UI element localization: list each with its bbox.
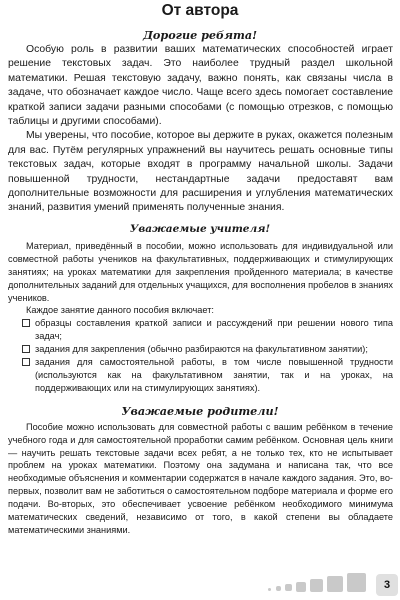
paragraph: Каждое занятие данного пособия включает: [26,305,214,316]
decor-square [276,586,281,591]
section-heading-parents: Уважаемые родители! [121,403,279,418]
section-heading-children: Дорогие ребята! [142,28,258,42]
checkbox-square-icon [22,345,30,353]
decor-square [327,576,343,592]
paragraph: Особую роль в развитии ваших математических способностей играет решение текстовых задач. Это наиболее трудный раздел школьной математики. Решая текстовую задачу, важно понять, как связаны числа в задаче, что обозначает каждое число. Чаще всего здесь помогает составление краткой записи задачи разными способами (с помощью отрезков, с помощью таблицы и другими способами). [8,44,393,128]
list-item: задания для закрепления (обычно разбираются на факультативном занятии); [22,343,393,356]
decor-square [347,573,366,592]
checkbox-square-icon [22,319,30,327]
decor-square [310,579,323,592]
decor-square [296,582,306,592]
section-body-teachers [0,240,400,317]
section-body-children [0,43,400,216]
bullet-list [0,317,400,394]
list-item: образцы составления краткой записи и рассуждений при решении нового типа задач; [22,317,393,343]
page-title: От автора [161,2,239,19]
decor-square [285,584,292,591]
section-heading-teachers: Уважаемые учителя! [129,222,271,235]
checkbox-square-icon [22,358,30,366]
paragraph: Мы уверены, что пособие, которое вы держите в руках, окажется полезным для вас. Путём регулярных упражнений вы научитесь решать основные типы текстовых задач, которые входят в программу начальной школы. Задачи повышенной трудности, нестандартные задачи предоставят вам дополнительные возможности для расширения и углубления математических знаний, развития умений применять полученные знания. [8,130,393,214]
decor-square [268,588,271,591]
list-item: задания для самостоятельной работы, в том числе повышенной трудности (используются как на факультативном занятии, так и на уроках, на поддерживающих или на стимулирующих занятиях). [22,356,393,395]
section-body-parents [0,421,400,537]
paragraph: Пособие можно использовать для совместной работы с вашим ребёнком в течение учебного года и для самостоятельной проработки самим ребёнком. Основная цель книги — научить решать текстовые задачи всех ребят, а не только тех, кто не испытывает проблем на уроках математики. Поэтому она задумана и написана так, что все необходимые объяснения и комментарии содержатся в начале каждого задания. Это, во-первых, позволит вам не заботиться о самостоятельном подборе материала и форме его подачи. Во-вторых, это обеспечивает усвоение ребёнком необходимого минимума математических сведений, независимо от того, в какой степени вы обладаете математическими знаниями. [8,421,393,535]
paragraph: Материал, приведённый в пособии, можно использовать для индивидуальной или совместной работы учеников на факультативных, поддерживающих и стимулирующих занятиях; на уроках математики для закрепления пройденного материала; в качестве дополнительных заданий для отдельных учащихся, для восполнения пробелов в знаниях учеников. [8,240,393,303]
page-number: 3 [376,574,398,596]
